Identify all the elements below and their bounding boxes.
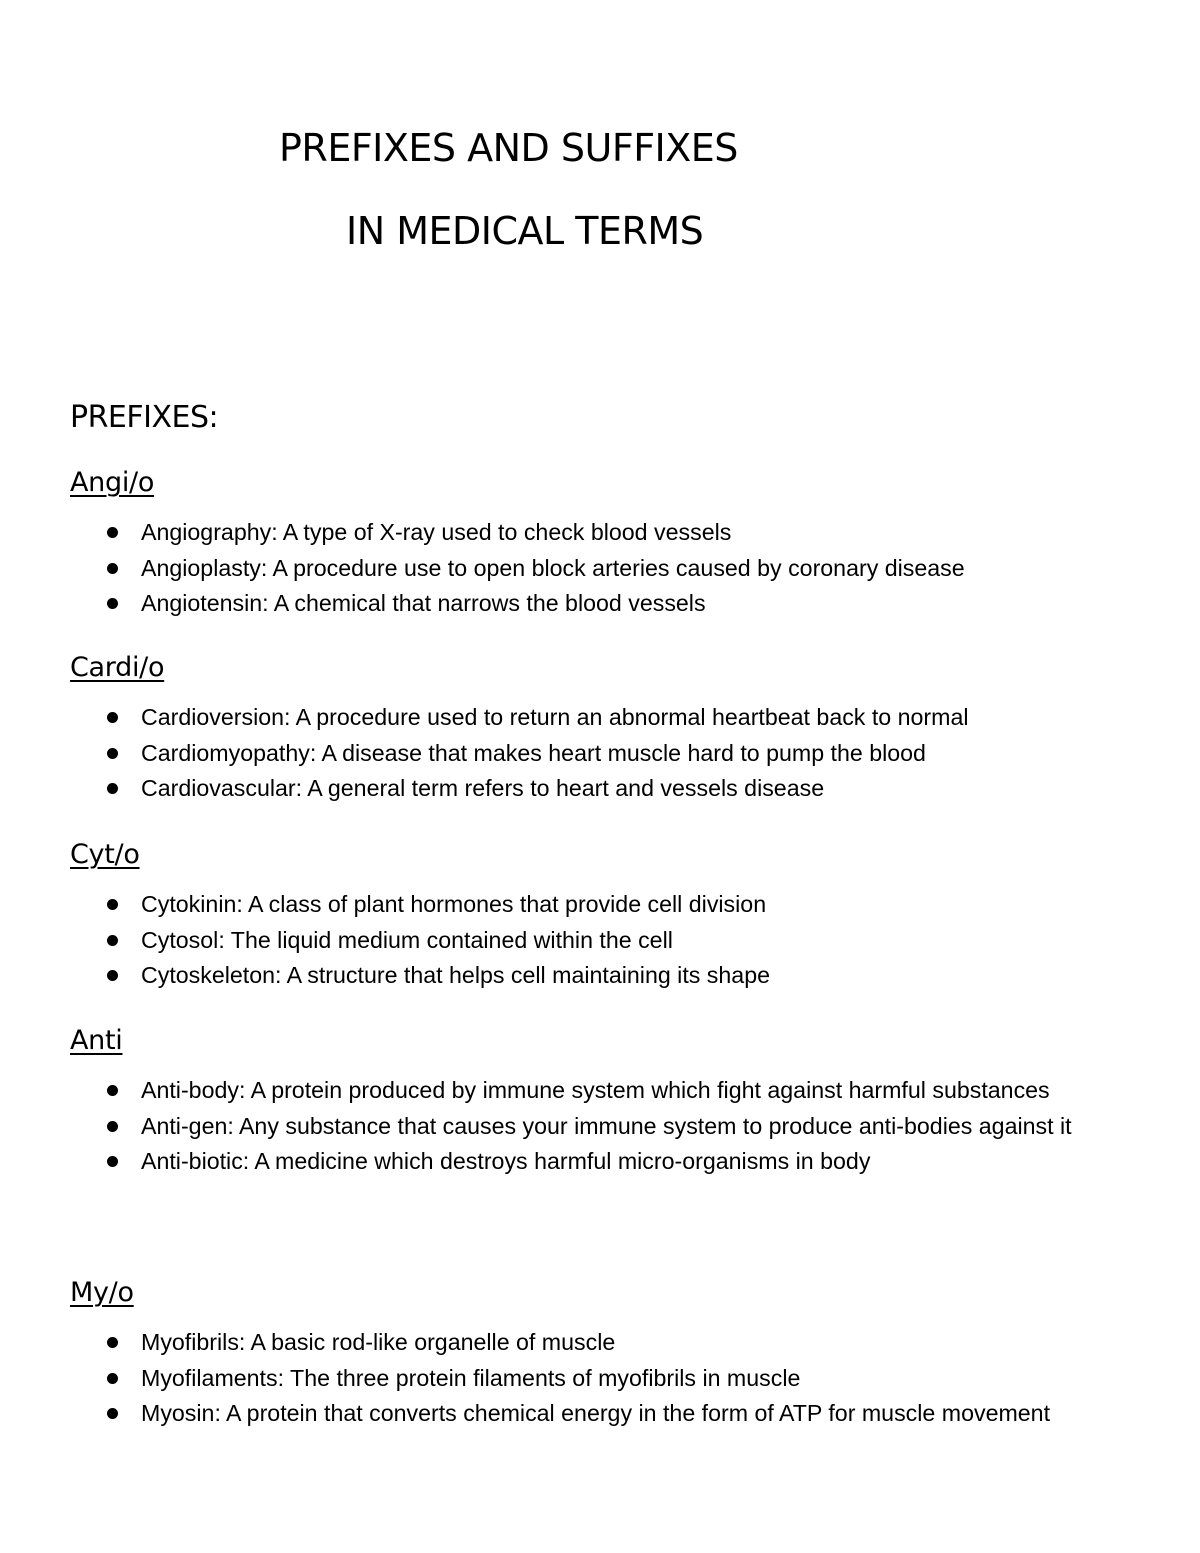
prefix-group-anti [70, 1023, 1180, 1180]
bullet-icon [107, 1121, 118, 1132]
prefix-group-cardio [70, 650, 1180, 807]
bullet-icon [107, 712, 118, 723]
prefix-heading: Cardi/o [70, 652, 165, 683]
bullet-icon [107, 935, 118, 946]
bullet-icon [107, 970, 118, 981]
list-item [70, 771, 1141, 807]
list-item [70, 586, 1141, 622]
definition-text: Cardiovascular: A general term refers to heart and vessels disease [141, 775, 825, 801]
list-item [70, 1109, 1141, 1145]
list-item [70, 515, 1141, 551]
list-item [70, 887, 1141, 923]
bullet-icon [107, 598, 118, 609]
list-item [70, 1396, 1141, 1432]
definition-text: Anti-body: A protein produced by immune system which fight against harmful substances [141, 1077, 1050, 1103]
prefix-group-myo [70, 1275, 1180, 1432]
list-item [70, 1144, 1141, 1180]
definition-text: Myofilaments: The three protein filaments of myofibrils in muscle [141, 1364, 801, 1391]
prefix-heading: Angi/o [70, 467, 155, 498]
bullet-icon [107, 748, 118, 759]
list-item [70, 958, 1141, 994]
list-item [70, 1361, 1141, 1397]
list-item [70, 736, 1141, 772]
definition-list [70, 700, 1180, 807]
bullet-icon [107, 1337, 118, 1348]
prefix-heading: Cyt/o [70, 839, 140, 870]
definition-list [70, 1073, 1180, 1180]
definition-text: Anti-gen: Any substance that causes your immune system to produce anti-bodies against it [141, 1112, 1072, 1139]
definition-list [70, 887, 1180, 994]
prefix-group-angio [70, 465, 1180, 622]
bullet-icon [107, 563, 118, 574]
bullet-icon [107, 783, 118, 794]
list-item [70, 1073, 1141, 1109]
definition-text: Cytoskeleton: A structure that helps cell maintaining its shape [141, 962, 770, 988]
definition-text: Myosin: A protein that converts chemical energy in the form of ATP for muscle movement [141, 1400, 1051, 1426]
list-item [70, 551, 1141, 587]
definition-text: Cardioversion: A procedure used to return an abnormal heartbeat back to normal [141, 704, 969, 730]
definition-text: Cardiomyopathy: A disease that makes heart muscle hard to pump the blood [141, 739, 926, 766]
definition-list [70, 515, 1180, 622]
document-title-line-1: PREFIXES AND SUFFIXES [279, 126, 738, 170]
definition-list [70, 1325, 1180, 1432]
section-heading-prefixes: PREFIXES: [70, 400, 219, 435]
bullet-icon [107, 1085, 118, 1096]
list-item [70, 923, 1141, 959]
prefix-group-cyto [70, 837, 1180, 994]
definition-text: Cytosol: The liquid medium contained within the cell [141, 926, 673, 953]
prefix-heading: Anti [70, 1025, 123, 1056]
bullet-icon [107, 899, 118, 910]
bullet-icon [107, 1408, 118, 1419]
bullet-icon [107, 1156, 118, 1167]
document-title-line-2: IN MEDICAL TERMS [346, 209, 704, 253]
list-item [70, 1325, 1141, 1361]
definition-text: Angiography: A type of X-ray used to check blood vessels [141, 519, 732, 545]
definition-text: Angiotensin: A chemical that narrows the blood vessels [141, 590, 706, 616]
bullet-icon [107, 527, 118, 538]
definition-text: Angioplasty: A procedure use to open block arteries caused by coronary disease [141, 554, 965, 581]
definition-text: Cytokinin: A class of plant hormones that provide cell division [141, 891, 767, 917]
bullet-icon [107, 1373, 118, 1384]
definition-text: Anti-biotic: A medicine which destroys harmful micro-organisms in body [141, 1148, 871, 1174]
prefix-heading: My/o [70, 1277, 134, 1308]
list-item [70, 700, 1141, 736]
definition-text: Myofibrils: A basic rod-like organelle of muscle [141, 1329, 616, 1355]
